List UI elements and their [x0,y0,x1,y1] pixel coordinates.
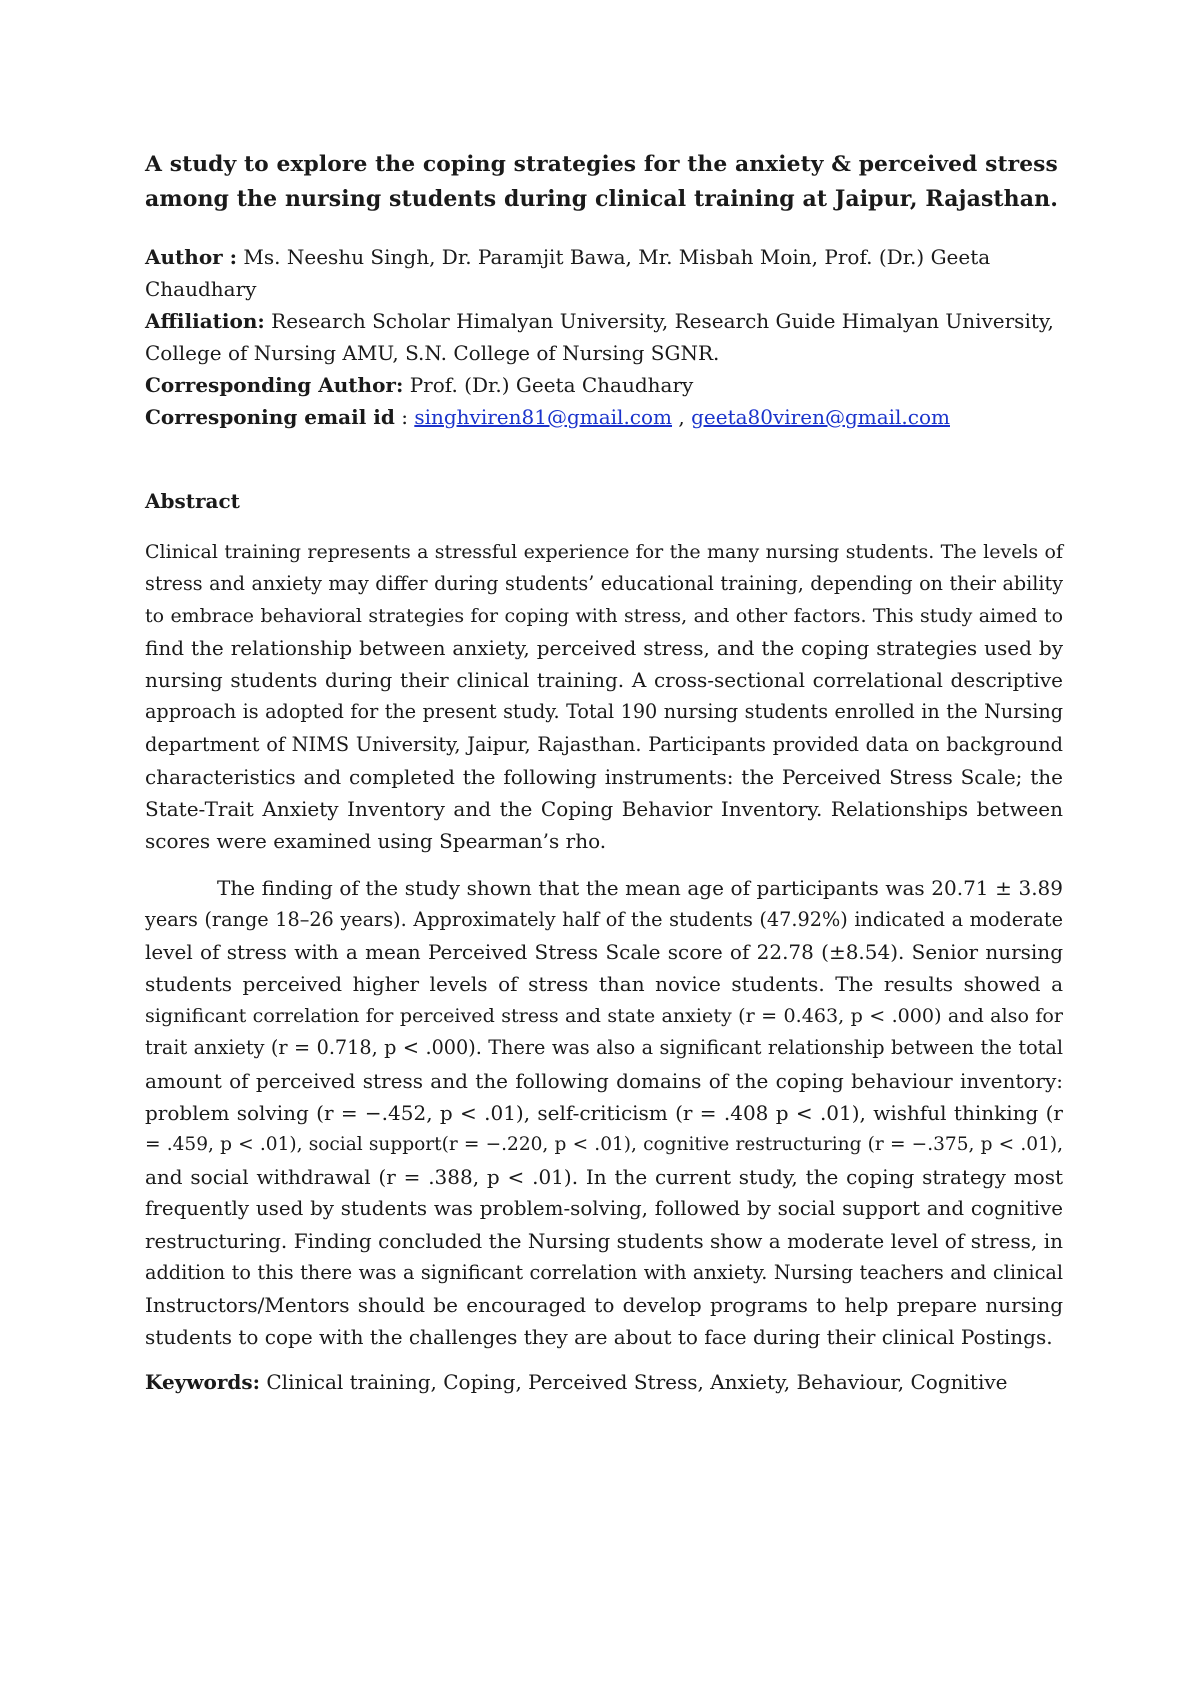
corresponding-author-name: Prof. (Dr.) Geeta Chaudhary [403,373,694,397]
text-line: characteristics and completed the following instruments: the Perceived Stress Scale; the [145,764,1063,789]
text-line: trait anxiety (r = 0.718, p < .000). There was also a significant relationship between the total [145,1036,1063,1060]
author-names: Ms. Neeshu Singh, Dr. Paramjit Bawa, Mr. Misbah Moin, Prof. (Dr.) Geeta [237,245,991,269]
text-line: scores were examined using Spearman’s rho. [145,828,607,853]
text-line: = .459, p < .01), social support(r = −.220, p < .01), cognitive restructuring (r = −.375, p < .01), [145,1133,1063,1155]
title-line: among the nursing students during clinical training at Jaipur, Rajasthan. [145,186,1058,212]
text-line: significant correlation for perceived stress and state anxiety (r = 0.463, p < .000) and also for [145,1004,1063,1028]
text-line: State-Trait Anxiety Inventory and the Coping Behavior Inventory. Relationships between [145,796,1063,821]
paper-title [145,147,1063,217]
text-line: addition to this there was a significant correlation with anxiety. Nursing teachers and clinical [145,1261,1063,1285]
keywords-text: Clinical training, Coping, Perceived Stress, Anxiety, Behaviour, Cognitive [260,1370,1008,1394]
text-line: students to cope with the challenges they are about to face during their clinical Postings. [145,1325,1053,1350]
text-line: The finding of the study shown that the mean age of participants was 20.71 ± 3.89 [217,876,1063,900]
text-line: years (range 18–26 years). Approximately half of the students (47.92%) indicated a moderate [145,908,1063,932]
abstract-paragraph-2 [145,872,1063,1353]
author-line [145,241,1063,273]
abstract-heading: Abstract [145,489,240,513]
email-separator: : [394,405,415,429]
text-line: stress and anxiety may differ during students’ educational training, depending on their ability [145,572,1063,596]
text-line: approach is adopted for the present study. Total 190 nursing students enrolled in the Nursing [145,700,1063,724]
keywords-line [145,1366,1063,1398]
email-comma: , [672,405,692,429]
affiliation-label: Affiliation: [145,309,265,333]
abstract-paragraph-1 [145,536,1063,857]
affiliation-text: Research Scholar Himalyan University, Research Guide Himalyan University, [264,309,1054,333]
paper-metadata [145,241,1063,433]
text-line: restructuring. Finding concluded the Nursing students show a moderate level of stress, in [145,1229,1063,1254]
text-line: find the relationship between anxiety, perceived stress, and the coping strategies used by [145,636,1063,661]
keywords-label: Keywords: [145,1370,261,1394]
author-label: Author : [145,245,238,269]
text-line: and social withdrawal (r = .388, p < .01). In the current study, the coping strategy most [145,1164,1063,1189]
affiliation-line [145,305,1063,337]
text-line: Clinical training represents a stressful experience for the many nursing students. The levels of [145,541,1063,563]
email-line [145,401,1063,433]
text-line: problem solving (r = −.452, p < .01), self-criticism (r = .408 p < .01), wishful thinking (r [145,1100,1063,1125]
email-link-2[interactable]: geeta80viren@gmail.com [691,405,950,429]
text-line: level of stress with a mean Perceived Stress Scale score of 22.78 (±8.54). Senior nursing [145,940,1063,965]
text-line: department of NIMS University, Jaipur, Rajasthan. Participants provided data on background [145,732,1063,756]
email-link-1[interactable]: singhviren81@gmail.com [414,405,673,429]
text-line: to embrace behavioral strategies for coping with stress, and other factors. This study aimed to [145,605,1063,628]
author-line-continued: Chaudhary [145,277,257,301]
email-label: Corresponing email id [145,405,395,429]
title-line: A study to explore the coping strategies for the anxiety & perceived stress [145,152,1058,177]
text-line: nursing students during their clinical training. A cross-sectional correlational descriptive [145,668,1063,693]
text-line: frequently used by students was problem-solving, followed by social support and cognitive [145,1196,1063,1220]
corresponding-author-label: Corresponding Author: [145,373,404,397]
corresponding-author-line [145,369,1063,401]
text-line: amount of perceived stress and the following domains of the coping behaviour inventory: [145,1068,1063,1093]
affiliation-line-continued: College of Nursing AMU, S.N. College of Nursing SGNR. [145,341,720,365]
text-line: Instructors/Mentors should be encouraged to develop programs to help prepare nursing [145,1293,1063,1318]
text-line: students perceived higher levels of stress than novice students. The results showed a [145,972,1063,997]
